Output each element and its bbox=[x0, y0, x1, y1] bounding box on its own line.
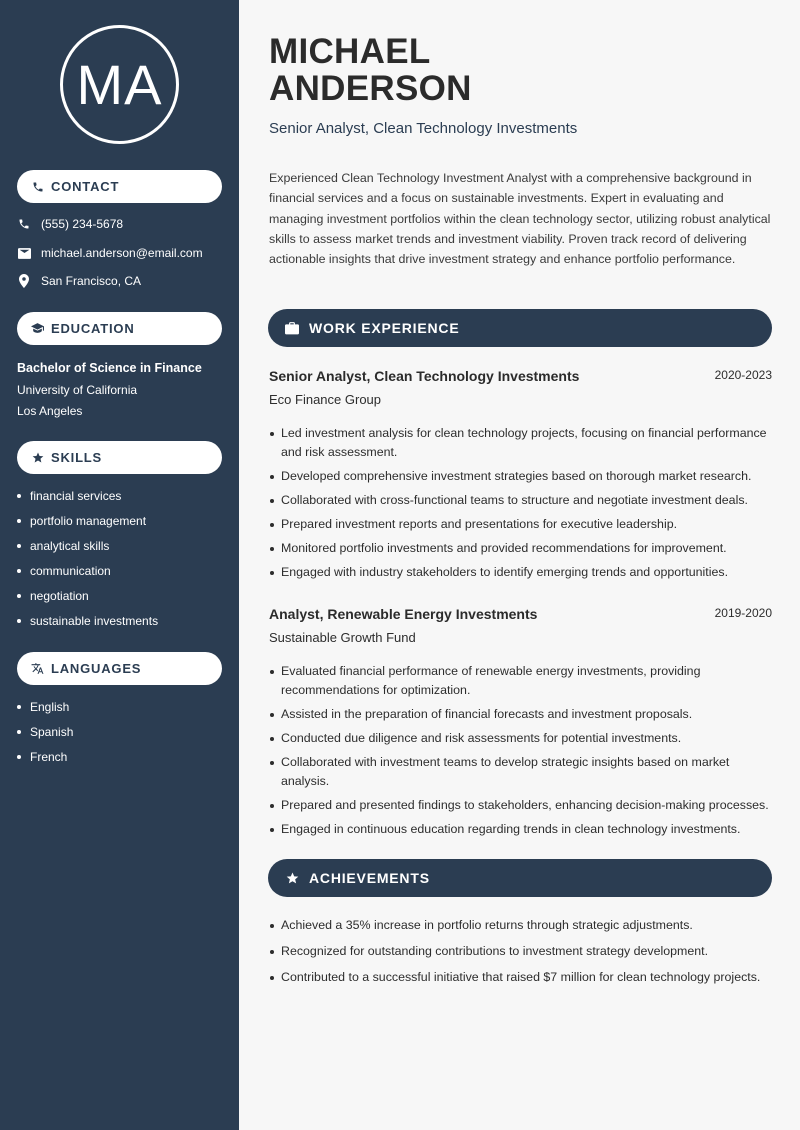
list-item: Achieved a 35% increase in portfolio returns through strategic adjustments. bbox=[269, 916, 772, 935]
skills-heading-label: SKILLS bbox=[51, 450, 103, 465]
email-text: michael.anderson@email.com bbox=[41, 246, 203, 260]
list-item: Engaged with industry stakeholders to identify emerging trends and opportunities. bbox=[269, 563, 772, 582]
list-item: Assisted in the preparation of financial forecasts and investment proposals. bbox=[269, 705, 772, 724]
email-icon bbox=[17, 246, 31, 260]
job-dates: 2019-2020 bbox=[714, 606, 772, 620]
location-pin-icon bbox=[17, 274, 31, 288]
candidate-name bbox=[269, 33, 472, 107]
list-item: English bbox=[17, 694, 73, 719]
briefcase-icon bbox=[285, 321, 299, 335]
list-item: communication bbox=[17, 558, 158, 583]
phone-text: (555) 234-5678 bbox=[41, 217, 124, 231]
first-name: MICHAEL bbox=[269, 32, 431, 71]
languages-heading-label: LANGUAGES bbox=[51, 661, 142, 676]
work-experience-heading bbox=[268, 309, 772, 347]
contact-heading bbox=[17, 170, 222, 203]
list-item: Spanish bbox=[17, 719, 73, 744]
list-item: Monitored portfolio investments and provided recommendations for improvement. bbox=[269, 539, 772, 558]
list-item: Contributed to a successful initiative that raised $7 million for clean technology projects. bbox=[269, 968, 772, 987]
languages-list bbox=[17, 694, 73, 769]
contact-location bbox=[17, 274, 141, 288]
list-item: Collaborated with investment teams to develop strategic insights based on market analysis. bbox=[269, 753, 772, 791]
candidate-title: Senior Analyst, Clean Technology Investments bbox=[269, 120, 578, 137]
work-experience-heading-label: WORK EXPERIENCE bbox=[309, 320, 460, 336]
education-school-location: Los Angeles bbox=[17, 404, 83, 418]
list-item: Developed comprehensive investment strategies based on thorough market research. bbox=[269, 467, 772, 486]
list-item: Led investment analysis for clean technology projects, focusing on financial performance and risk assessment. bbox=[269, 424, 772, 462]
list-item: Recognized for outstanding contributions to investment strategy development. bbox=[269, 942, 772, 961]
contact-email bbox=[17, 246, 203, 260]
list-item: sustainable investments bbox=[17, 608, 158, 633]
phone-icon bbox=[31, 180, 44, 193]
list-item: Evaluated financial performance of renewable energy investments, providing recommendations for optimization. bbox=[269, 662, 772, 700]
list-item: financial services bbox=[17, 483, 158, 508]
star-icon bbox=[31, 451, 44, 464]
sidebar bbox=[0, 0, 239, 1130]
education-degree: Bachelor of Science in Finance bbox=[17, 361, 202, 375]
contact-heading-label: CONTACT bbox=[51, 179, 120, 194]
list-item: Collaborated with cross-functional teams to structure and negotiate investment deals. bbox=[269, 491, 772, 510]
phone-icon bbox=[17, 217, 31, 231]
skills-list bbox=[17, 483, 158, 633]
achievements-list bbox=[269, 916, 772, 992]
star-icon bbox=[285, 871, 299, 885]
job-company: Eco Finance Group bbox=[269, 392, 382, 407]
job-title: Analyst, Renewable Energy Investments bbox=[269, 606, 538, 622]
list-item: Engaged in continuous education regarding trends in clean technology investments. bbox=[269, 820, 772, 839]
list-item: portfolio management bbox=[17, 508, 158, 533]
last-name: ANDERSON bbox=[269, 69, 472, 108]
avatar bbox=[60, 25, 179, 144]
graduation-cap-icon bbox=[31, 322, 44, 335]
achievements-heading-label: ACHIEVEMENTS bbox=[309, 870, 430, 886]
summary-paragraph: Experienced Clean Technology Investment Analyst with a comprehensive background in financial services and a focus on sustainable investments. Expert in evaluating and managing investment portfolios within the clean technology sector, utilizing robust analytical skills to assess market trends and investment viability. Proven track record of delivering actionable insights that drive investment strategy and enhance portfolio performance. bbox=[269, 171, 771, 267]
location-text: San Francisco, CA bbox=[41, 274, 142, 288]
list-item: Conducted due diligence and risk assessments for potential investments. bbox=[269, 729, 772, 748]
education-heading-label: EDUCATION bbox=[51, 321, 135, 336]
languages-heading bbox=[17, 652, 222, 685]
job-company: Sustainable Growth Fund bbox=[269, 630, 416, 645]
list-item: French bbox=[17, 744, 73, 769]
education-heading bbox=[17, 312, 222, 345]
job-bullets bbox=[269, 424, 772, 587]
education-school: University of California bbox=[17, 383, 138, 397]
job-title: Senior Analyst, Clean Technology Investments bbox=[269, 368, 580, 384]
list-item: analytical skills bbox=[17, 533, 158, 558]
list-item: Prepared and presented findings to stakeholders, enhancing decision-making processes. bbox=[269, 796, 772, 815]
list-item: Prepared investment reports and presentations for executive leadership. bbox=[269, 515, 772, 534]
job-bullets bbox=[269, 662, 772, 844]
skills-heading bbox=[17, 441, 222, 474]
contact-phone bbox=[17, 217, 123, 231]
avatar-initials: MA bbox=[76, 53, 163, 116]
translate-icon bbox=[31, 662, 44, 675]
list-item: negotiation bbox=[17, 583, 158, 608]
job-dates: 2020-2023 bbox=[714, 368, 772, 382]
achievements-heading bbox=[268, 859, 772, 897]
